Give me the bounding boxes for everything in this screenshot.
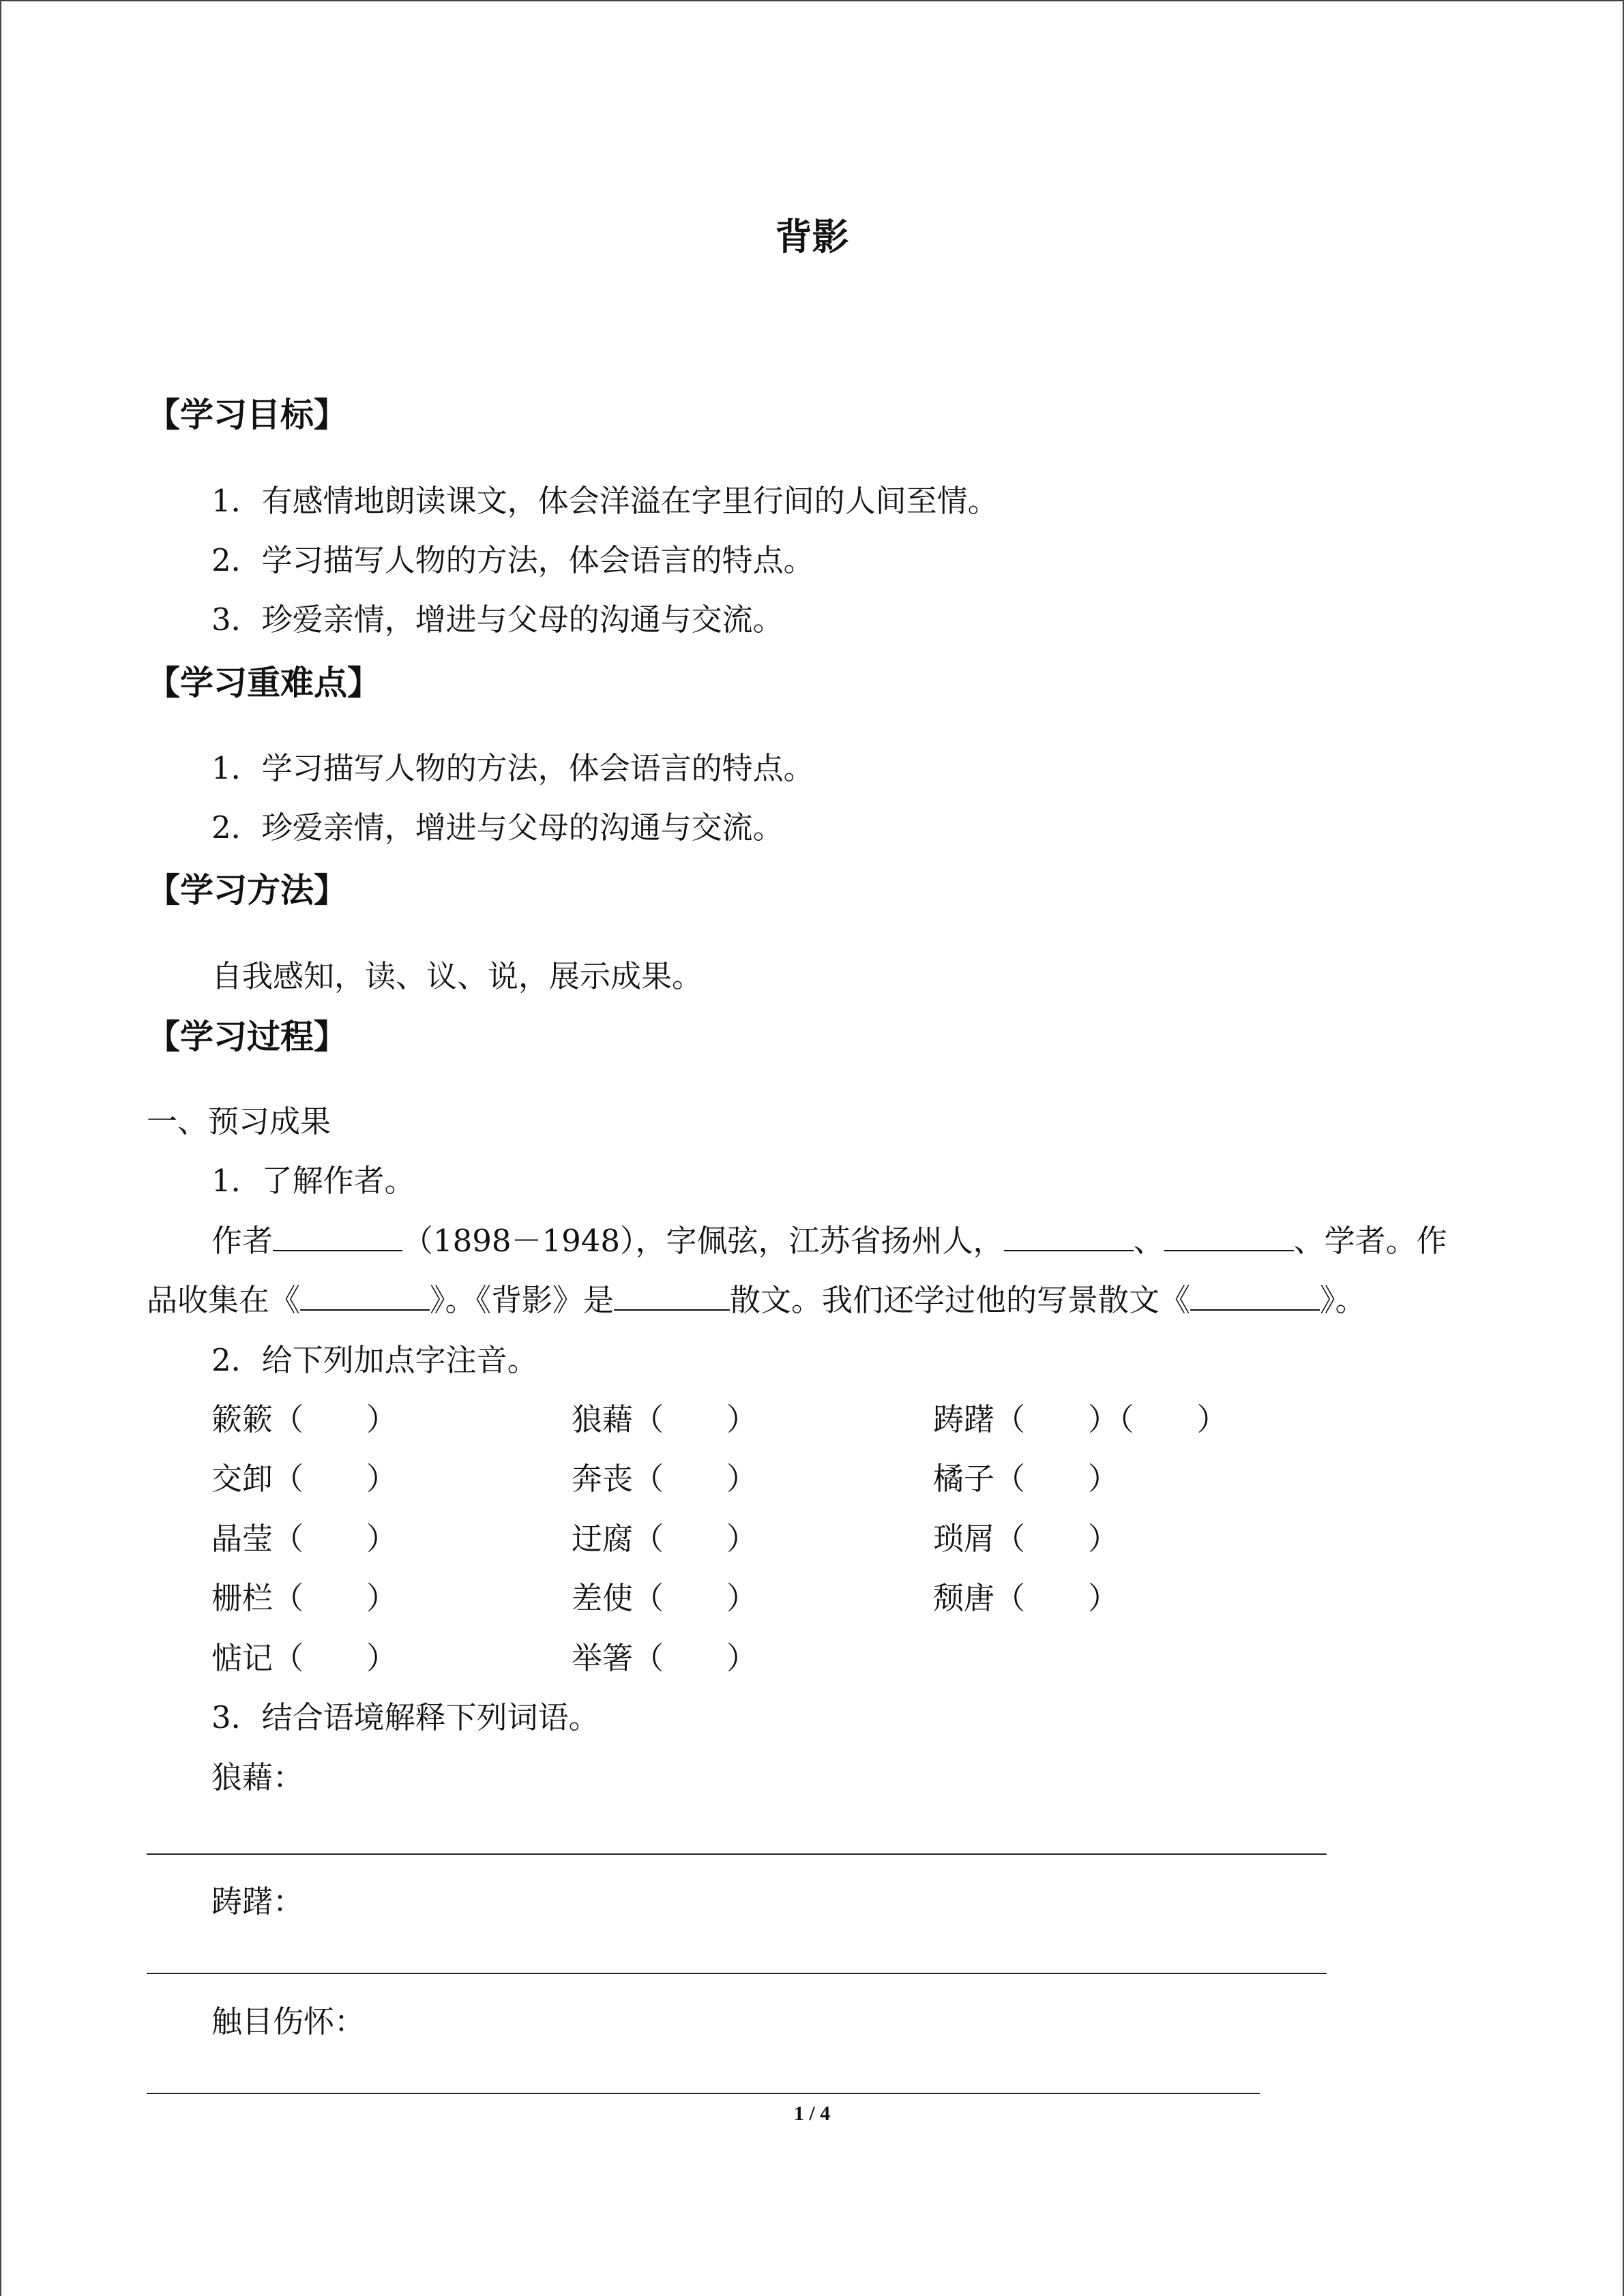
- blank-author-role-1[interactable]: [1004, 1219, 1134, 1251]
- part1-title: 一、预习成果: [147, 1103, 331, 1139]
- pinyin-item: 迂腐（ ）: [572, 1521, 758, 1557]
- pinyin-item: 奔丧（ ）: [572, 1461, 758, 1497]
- question-1: 1．了解作者。: [211, 1163, 415, 1199]
- answer-line[interactable]: [147, 2093, 1260, 2094]
- pinyin-item: 簌簌（ ）: [211, 1401, 398, 1437]
- pinyin-item: 晶莹（ ）: [211, 1521, 398, 1557]
- pinyin-item: 橘子（ ）: [933, 1461, 1119, 1497]
- pinyin-item: 琐屑（ ）: [933, 1521, 1119, 1557]
- pinyin-item: 差使（ ）: [572, 1580, 758, 1616]
- methods-heading: 【学习方法】: [147, 871, 348, 910]
- pinyin-item: 举箸（ ）: [572, 1640, 758, 1676]
- pinyin-item: 交卸（ ）: [211, 1461, 398, 1497]
- page-number: 1 / 4: [793, 2102, 831, 2125]
- term-label: 踌躇：: [211, 1883, 304, 1920]
- pinyin-item: 狼藉（ ）: [572, 1401, 758, 1437]
- key-points-heading: 【学习重难点】: [147, 664, 381, 702]
- blank-genre[interactable]: [614, 1279, 730, 1311]
- goal-item-3: 3．珍爱亲情，增进与父母的沟通与交流。: [211, 601, 784, 638]
- question-2: 2．给下列加点字注音。: [211, 1342, 538, 1378]
- pinyin-item: 惦记（ ）: [211, 1640, 398, 1676]
- blank-collection[interactable]: [300, 1279, 430, 1311]
- blank-author-role-2[interactable]: [1164, 1219, 1294, 1251]
- blank-landscape-essay[interactable]: [1190, 1279, 1320, 1311]
- goals-heading: 【学习目标】: [147, 396, 348, 434]
- process-heading: 【学习过程】: [147, 1017, 348, 1056]
- pinyin-item: 栅栏（ ）: [211, 1580, 398, 1616]
- key-point-item-2: 2．珍爱亲情，增进与父母的沟通与交流。: [211, 809, 784, 846]
- blank-author-name[interactable]: [273, 1219, 402, 1251]
- answer-line[interactable]: [147, 1853, 1327, 1855]
- pinyin-item: 踌躇（ ）（ ）: [933, 1401, 1228, 1437]
- methods-text: 自我感知，读、议、说，展示成果。: [211, 958, 703, 994]
- goal-item-2: 2．学习描写人物的方法，体会语言的特点。: [211, 542, 814, 578]
- question-3: 3．结合语境解释下列词语。: [211, 1699, 600, 1735]
- answer-line[interactable]: [147, 1973, 1327, 1974]
- term-label: 狼藉：: [211, 1759, 304, 1795]
- author-fill-line-2: 品收集在《 》。《背影》是 散文。我们还学过他的写景散文《 》。: [147, 1275, 1366, 1320]
- goal-item-1: 1．有感情地朗读课文，体会洋溢在字里行间的人间至情。: [211, 483, 999, 519]
- pinyin-item: 颓唐（ ）: [933, 1580, 1119, 1616]
- author-fill-line-1: 作者 （1898－1948），字佩弦，江苏省扬州人， 、 、学者。作: [211, 1216, 1447, 1260]
- term-label: 触目伤怀：: [211, 2003, 366, 2040]
- key-point-item-1: 1．学习描写人物的方法，体会语言的特点。: [211, 750, 814, 786]
- page-title: 背影: [775, 215, 849, 258]
